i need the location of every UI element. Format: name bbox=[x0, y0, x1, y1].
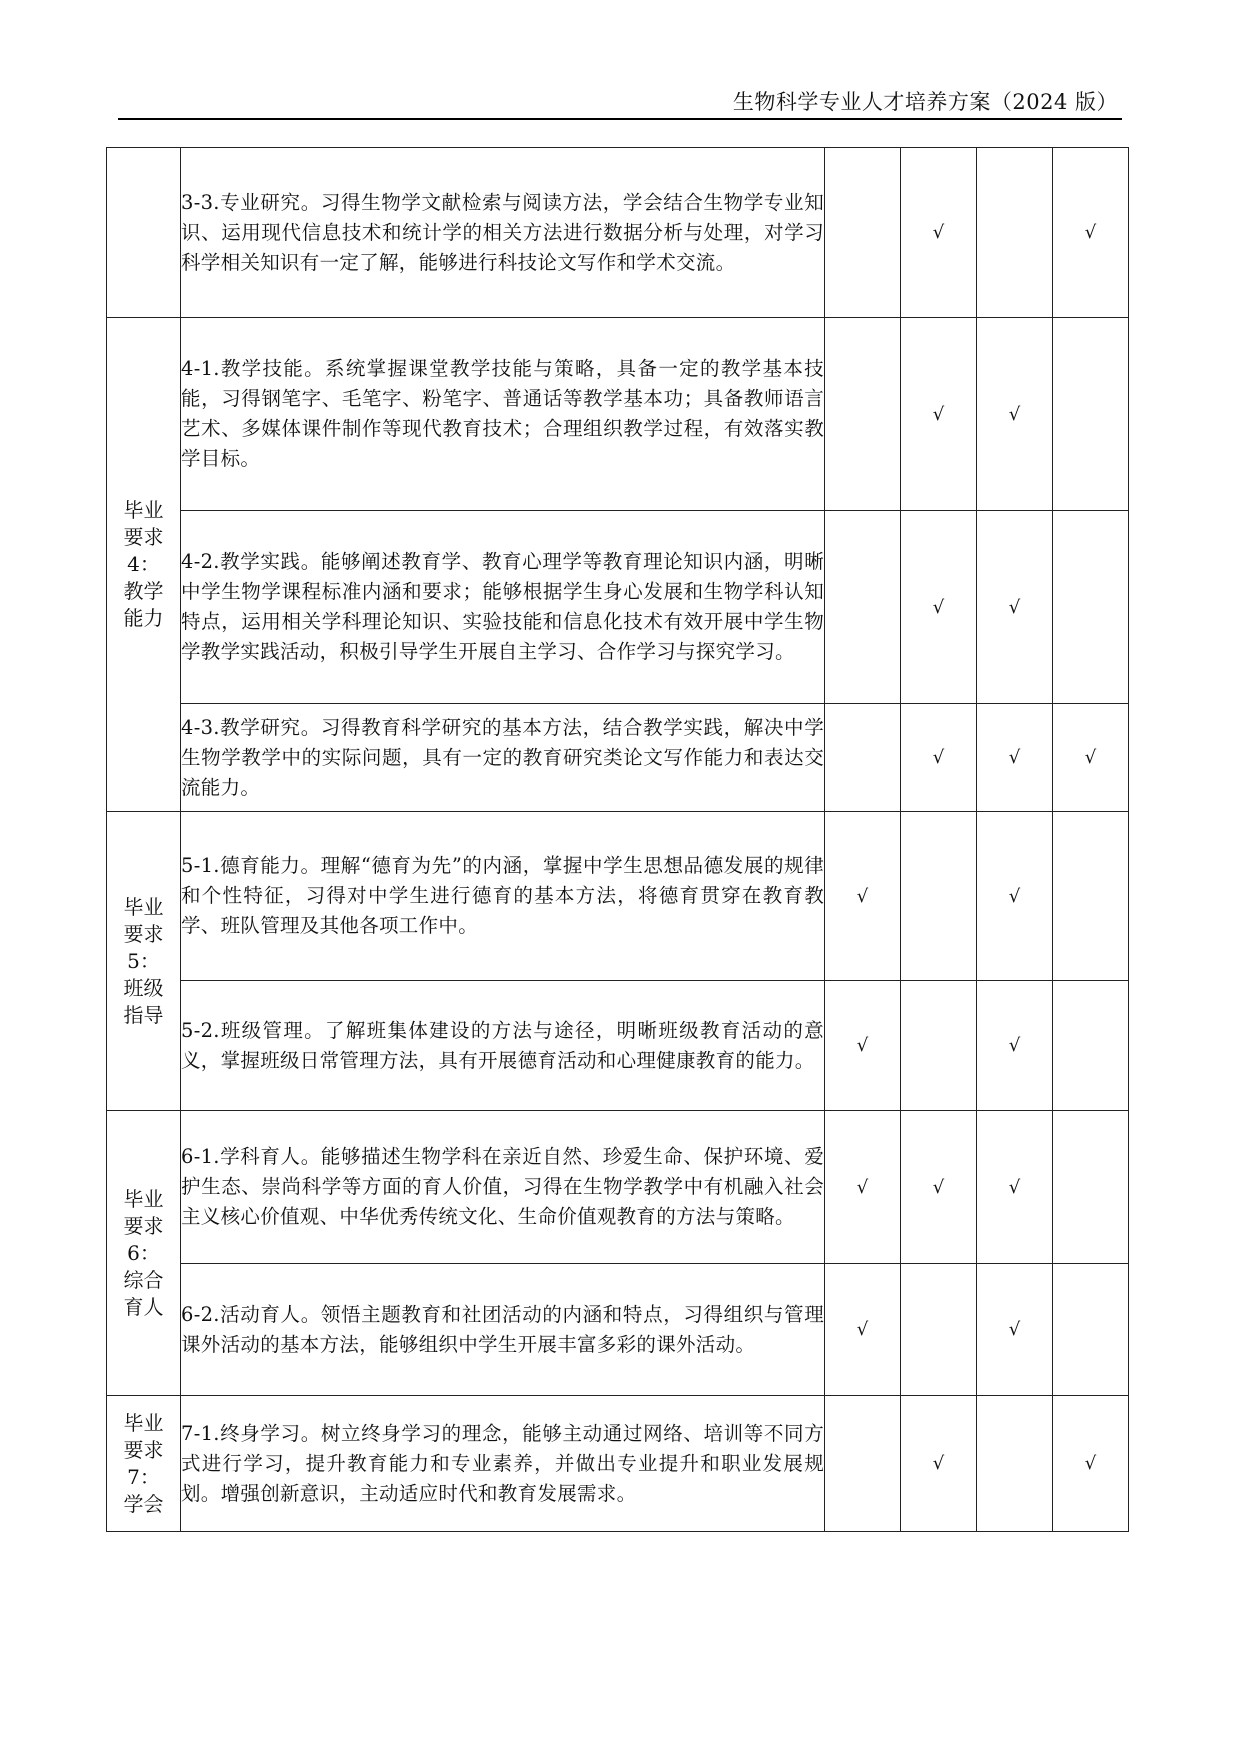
check-mark: √ bbox=[825, 812, 901, 981]
requirement-label-line: 要求 bbox=[123, 1437, 164, 1462]
check-mark bbox=[977, 1396, 1053, 1532]
check-mark: √ bbox=[977, 704, 1053, 812]
table-row bbox=[107, 1111, 1129, 1264]
table-row bbox=[107, 318, 1129, 511]
indicator-description: 6-2.活动育人。领悟主题教育和社团活动的内涵和特点，习得组织与管理课外活动的基本方法，能够组织中学生开展丰富多彩的课外活动。 bbox=[181, 1264, 825, 1396]
indicator-description: 4-3.教学研究。习得教育科学研究的基本方法，结合教学实践，解决中学生物学教学中的实际问题，具有一定的教育研究类论文写作能力和表达交流能力。 bbox=[181, 704, 825, 812]
indicator-description: 4-2.教学实践。能够阐述教育学、教育心理学等教育理论知识内涵，明晰中学生物学课程标准内涵和要求；能够根据学生身心发展和生物学科认知特点，运用相关学科理论知识、实验技能和信息化技术有效开展中学生物学教学实践活动，积极引导学生开展自主学习、合作学习与探究学习。 bbox=[181, 511, 825, 704]
check-mark: √ bbox=[1053, 148, 1129, 318]
check-mark: √ bbox=[977, 511, 1053, 704]
requirement-label-line: 综合 bbox=[123, 1267, 164, 1292]
check-mark: √ bbox=[977, 812, 1053, 981]
page-header-title: 生物科学专业人才培养方案（2024 版） bbox=[732, 90, 1118, 114]
check-mark: √ bbox=[901, 1111, 977, 1264]
check-mark: √ bbox=[901, 704, 977, 812]
check-mark bbox=[825, 318, 901, 511]
check-mark bbox=[1053, 981, 1129, 1111]
check-mark bbox=[825, 704, 901, 812]
table-row bbox=[107, 704, 1129, 812]
check-mark bbox=[1053, 812, 1129, 981]
check-mark: √ bbox=[825, 1111, 901, 1264]
requirement-label-cell bbox=[107, 1111, 181, 1396]
requirement-label-line: 4： bbox=[127, 552, 160, 576]
requirement-label-cell bbox=[107, 148, 181, 318]
check-mark bbox=[1053, 511, 1129, 704]
requirement-label-line: 育人 bbox=[123, 1294, 164, 1319]
check-mark bbox=[1053, 1111, 1129, 1264]
indicator-description: 4-1.教学技能。系统掌握课堂教学技能与策略，具备一定的教学基本技能，习得钢笔字、毛笔字、粉笔字、普通话等教学基本功；具备教师语言艺术、多媒体课件制作等现代教育技术；合理组织教学过程，有效落实教学目标。 bbox=[181, 318, 825, 511]
requirement-label-line: 毕业 bbox=[123, 1410, 164, 1435]
check-mark: √ bbox=[977, 318, 1053, 511]
indicator-description: 5-1.德育能力。理解“德育为先”的内涵，掌握中学生思想品德发展的规律和个性特征，习得对中学生进行德育的基本方法，将德育贯穿在教育教学、班队管理及其他各项工作中。 bbox=[181, 812, 825, 981]
indicator-description: 6-1.学科育人。能够描述生物学科在亲近自然、珍爱生命、保护环境、爱护生态、崇尚科学等方面的育人价值，习得在生物学教学中有机融入社会主义核心价值观、中华优秀传统文化、生命价值观教育的方法与策略。 bbox=[181, 1111, 825, 1264]
requirement-label-line: 教学 bbox=[123, 579, 164, 603]
check-mark: √ bbox=[1053, 704, 1129, 812]
check-mark bbox=[901, 981, 977, 1111]
table-row bbox=[107, 511, 1129, 704]
check-mark: √ bbox=[977, 981, 1053, 1111]
header-divider bbox=[118, 118, 1122, 120]
check-mark: √ bbox=[977, 1264, 1053, 1396]
requirement-label-line: 毕业 bbox=[123, 1186, 164, 1211]
check-mark bbox=[1053, 318, 1129, 511]
check-mark bbox=[825, 148, 901, 318]
table-row bbox=[107, 981, 1129, 1111]
requirement-label-cell bbox=[107, 318, 181, 812]
check-mark: √ bbox=[825, 1264, 901, 1396]
requirement-label-line: 指导 bbox=[123, 1002, 164, 1027]
check-mark: √ bbox=[901, 511, 977, 704]
indicator-description: 3-3.专业研究。习得生物学文献检索与阅读方法，学会结合生物学专业知识、运用现代信息技术和统计学的相关方法进行数据分析与处理，对学习科学相关知识有一定了解，能够进行科技论文写作和学术交流。 bbox=[181, 148, 825, 318]
requirement-label-line: 要求 bbox=[123, 525, 164, 549]
check-mark bbox=[901, 1264, 977, 1396]
requirement-label-line: 要求 bbox=[123, 1213, 164, 1238]
check-mark: √ bbox=[901, 148, 977, 318]
check-mark bbox=[901, 812, 977, 981]
table-row bbox=[107, 812, 1129, 981]
requirement-label-cell bbox=[107, 1396, 181, 1532]
check-mark: √ bbox=[901, 318, 977, 511]
table-row bbox=[107, 148, 1129, 318]
check-mark bbox=[825, 511, 901, 704]
check-mark: √ bbox=[1053, 1396, 1129, 1532]
graduation-requirements-table bbox=[106, 147, 1129, 1532]
indicator-description: 5-2.班级管理。了解班集体建设的方法与途径，明晰班级教育活动的意义，掌握班级日常管理方法，具有开展德育活动和心理健康教育的能力。 bbox=[181, 981, 825, 1111]
requirement-label-line: 学会 bbox=[123, 1491, 164, 1516]
check-mark: √ bbox=[825, 981, 901, 1111]
requirement-label-line: 7： bbox=[127, 1464, 160, 1489]
requirement-label-line: 班级 bbox=[123, 975, 164, 1000]
table-row bbox=[107, 1396, 1129, 1532]
indicator-description: 7-1.终身学习。树立终身学习的理念，能够主动通过网络、培训等不同方式进行学习，提升教育能力和专业素养，并做出专业提升和职业发展规划。增强创新意识，主动适应时代和教育发展需求。 bbox=[181, 1396, 825, 1532]
requirement-label-line: 毕业 bbox=[123, 894, 164, 919]
requirement-label-line: 要求 bbox=[123, 921, 164, 946]
check-mark bbox=[825, 1396, 901, 1532]
requirement-label-line: 毕业 bbox=[123, 498, 164, 522]
requirement-label-line: 6： bbox=[127, 1240, 160, 1265]
check-mark: √ bbox=[977, 1111, 1053, 1264]
table-row bbox=[107, 1264, 1129, 1396]
check-mark bbox=[1053, 1264, 1129, 1396]
requirement-label-cell bbox=[107, 812, 181, 1111]
requirement-label-line: 5： bbox=[127, 948, 160, 973]
check-mark: √ bbox=[901, 1396, 977, 1532]
check-mark bbox=[977, 148, 1053, 318]
requirement-label-line: 能力 bbox=[123, 606, 164, 630]
